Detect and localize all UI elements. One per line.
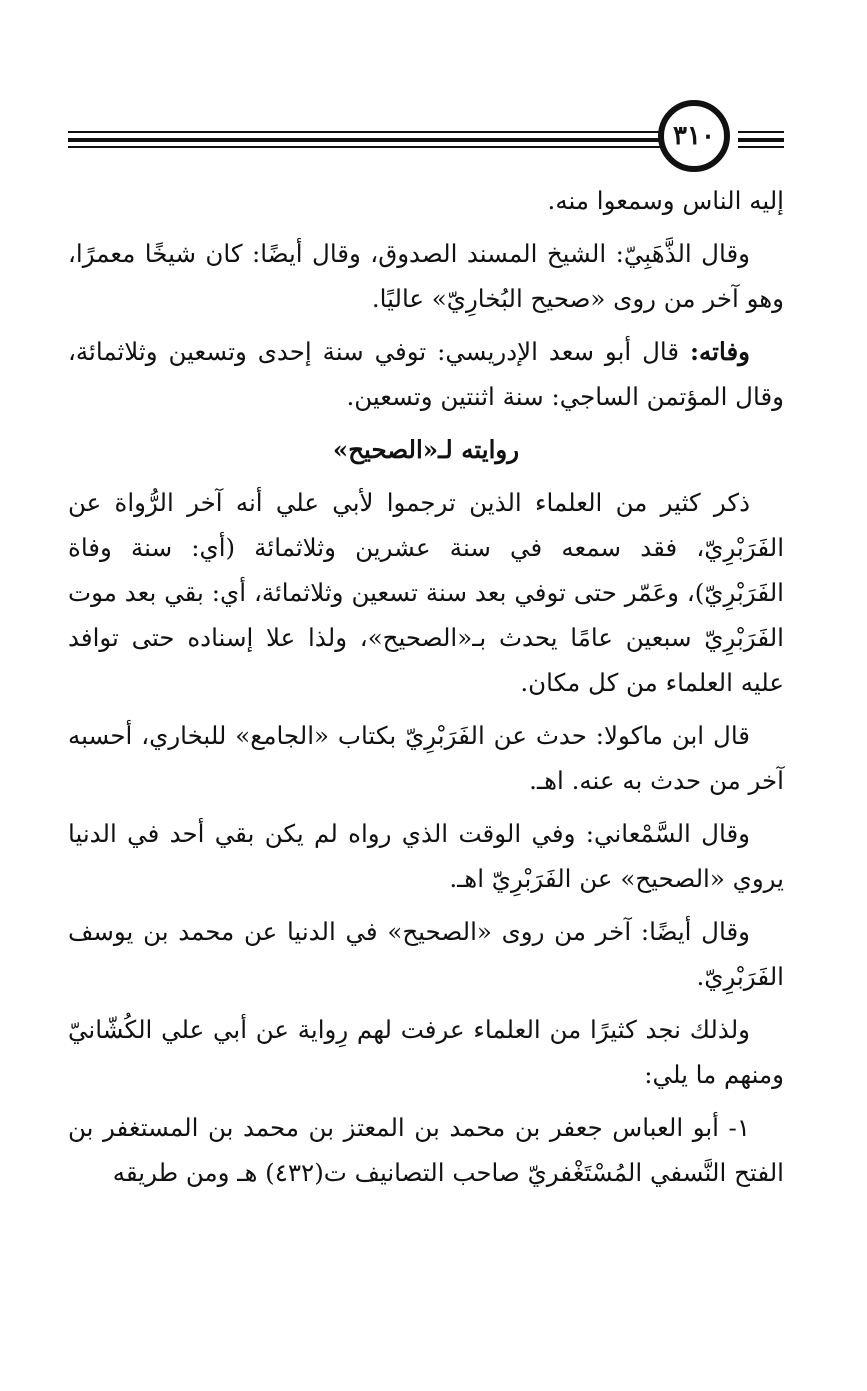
page-header — [68, 100, 784, 180]
header-rule — [738, 131, 784, 133]
paragraph: إليه الناس وسمعوا منه. — [547, 186, 784, 215]
paragraph: ولذلك نجد كثيرًا من العلماء عرفت لهم رِواية عن أبي علي الكُشّانيّ ومنهم ما يلي: — [68, 1015, 784, 1089]
page-body — [68, 178, 784, 1203]
paragraph: وقال الذَّهَبِيّ: الشيخ المسند الصدوق، وقال أيضًا: كان شيخًا معمرًا، وهو آخر من روى «صحيح البُخارِيّ» عاليًا. — [68, 239, 784, 313]
header-rule — [68, 138, 660, 142]
paragraph-text: قال أبو سعد الإدريسي: توفي سنة إحدى وتسعين وثلاثمائة، وقال المؤتمن الساجي: سنة اثنتين وتسعين. — [68, 337, 784, 411]
header-rule — [68, 146, 660, 148]
section-lead: وفاته: — [689, 337, 750, 366]
header-rule — [738, 138, 784, 142]
header-rule — [68, 131, 660, 133]
paragraph: قال ابن ماكولا: حدث عن الفَرَبْرِيّ بكتاب «الجامع» للبخاري، أحسبه آخر من حدث به عنه. اهـ. — [68, 721, 784, 795]
paragraph: وقال السَّمْعاني: وفي الوقت الذي رواه لم يكن بقي أحد في الدنيا يروي «الصحيح» عن الفَرَبْرِيّ اهـ. — [68, 819, 784, 893]
page-number: ٣١٠ — [673, 121, 715, 151]
paragraph — [68, 329, 784, 419]
header-rule — [738, 146, 784, 148]
paragraph: ١- أبو العباس جعفر بن محمد بن المعتز بن محمد بن المستغفر بن الفتح النَّسفي المُسْتَغْفريّ صاحب التصانيف ت(٤٣٢) هـ ومن طريقه — [68, 1113, 784, 1187]
page-number-badge — [658, 100, 730, 172]
paragraph: ذكر كثير من العلماء الذين ترجموا لأبي علي أنه آخر الرُّواة عن الفَرَبْرِيّ، فقد سمعه في سنة عشرين وثلاثمائة (أي: سنة وفاة الفَرَبْرِيّ)، وعَمّر حتى توفي بعد سنة تسعين وثلاثمائة، أي: بقي بعد موت الفَرَبْرِيّ سبعين عامًا يحدث بـ«الصحيح»، ولذا علا إسناده حتى توافد عليه العلماء من كل مكان. — [68, 488, 784, 697]
section-heading: روايته لـ«الصحيح» — [332, 435, 520, 464]
paragraph: وقال أيضًا: آخر من روى «الصحيح» في الدنيا عن محمد بن يوسف الفَرَبْرِيّ. — [68, 917, 784, 991]
